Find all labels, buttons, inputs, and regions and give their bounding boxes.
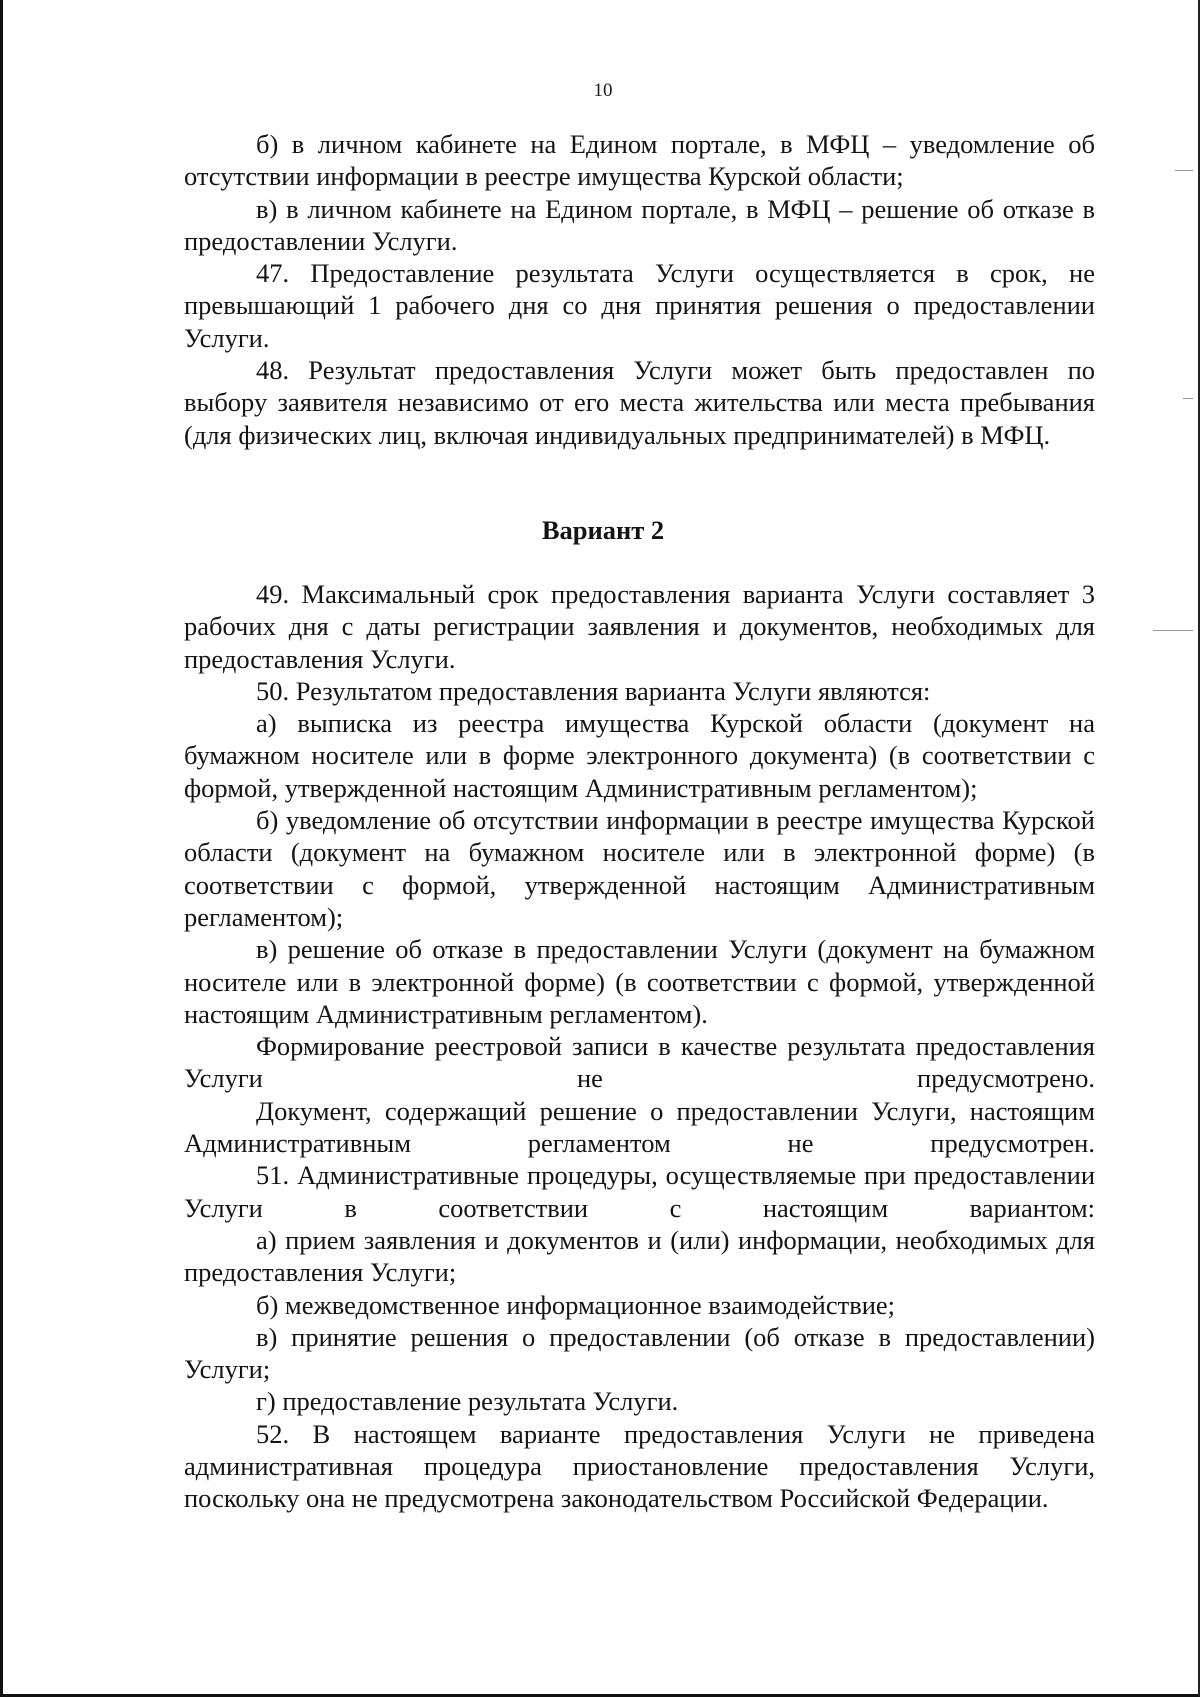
section-heading: Вариант 2 xyxy=(541,515,665,545)
text-block-top xyxy=(184,128,1095,451)
paragraph: Формирование реестровой записи в качестве результата предоставления Услуги не предусмотрено. xyxy=(184,1031,1095,1094)
paragraph: в) в личном кабинете на Едином портале, в МФЦ – решение об отказе в предоставлении Услуги. xyxy=(184,193,1095,256)
page-number: 10 xyxy=(593,80,613,101)
paragraph: 50. Результатом предоставления варианта Услуги являются: xyxy=(256,675,931,706)
paragraph: б) в личном кабинете на Едином портале, в МФЦ – уведомление об отсутствии информации в реестре имущества Курской области; xyxy=(184,129,1095,192)
paragraph: Документ, содержащий решение о предоставлении Услуги, настоящим Административным регламентом не предусмотрен. xyxy=(184,1095,1095,1159)
paragraph: 48. Результат предоставления Услуги может быть предоставлен по выбору заявителя независимо от его места жительства или места пребывания (для физических лиц, включая индивидуальных предпринимателей) в МФЦ. xyxy=(184,355,1095,450)
paragraph: г) предоставление результата Услуги. xyxy=(256,1386,679,1417)
paragraph: 51. Административные процедуры, осуществляемые при предоставлении Услуги в соответствии с настоящим вариантом: xyxy=(184,1160,1095,1223)
paragraph: в) принятие решения о предоставлении (об отказе в предоставлении) Услуги; xyxy=(184,1321,1095,1385)
scan-artifact xyxy=(1183,398,1193,399)
paragraph: а) прием заявления и документов и (или) информации, необходимых для предоставления Услуги; xyxy=(184,1224,1095,1288)
paragraph: б) уведомление об отсутствии информации в реестре имущества Курской области (документ на бумажном носителе или в электронной форме) (в соответствии с формой, утвержденной настоящим Административным регламентом); xyxy=(184,805,1095,932)
paragraph: а) выписка из реестра имущества Курской области (документ на бумажном носителе или в форме электронного документа) (в соответствии с формой, утвержденной настоящим Административным регламентом); xyxy=(184,708,1095,803)
paragraph: 52. В настоящем варианте предоставления Услуги не приведена административная процедура приостановление предоставления Услуги, поскольку она не предусмотрена законодательством Российской Федерации. xyxy=(184,1418,1095,1514)
scan-artifact xyxy=(1153,630,1193,631)
paragraph: 47. Предоставление результата Услуги осуществляется в срок, не превышающий 1 рабочего дня со дня принятия решения о предоставлении Услуги. xyxy=(184,258,1095,353)
text-block-bottom xyxy=(184,578,1095,1515)
paragraph: в) решение об отказе в предоставлении Услуги (документ на бумажном носителе или в электронной форме) (в соответствии с формой, утвержденной настоящим Административным регламентом). xyxy=(184,934,1095,1029)
paragraph: б) межведомственное информационное взаимодействие; xyxy=(256,1289,896,1320)
paragraph: 49. Максимальный срок предоставления варианта Услуги составляет 3 рабочих дня с даты регистрации заявления и документов, необходимых для предоставления Услуги. xyxy=(184,579,1095,674)
scan-artifact xyxy=(1175,170,1193,171)
